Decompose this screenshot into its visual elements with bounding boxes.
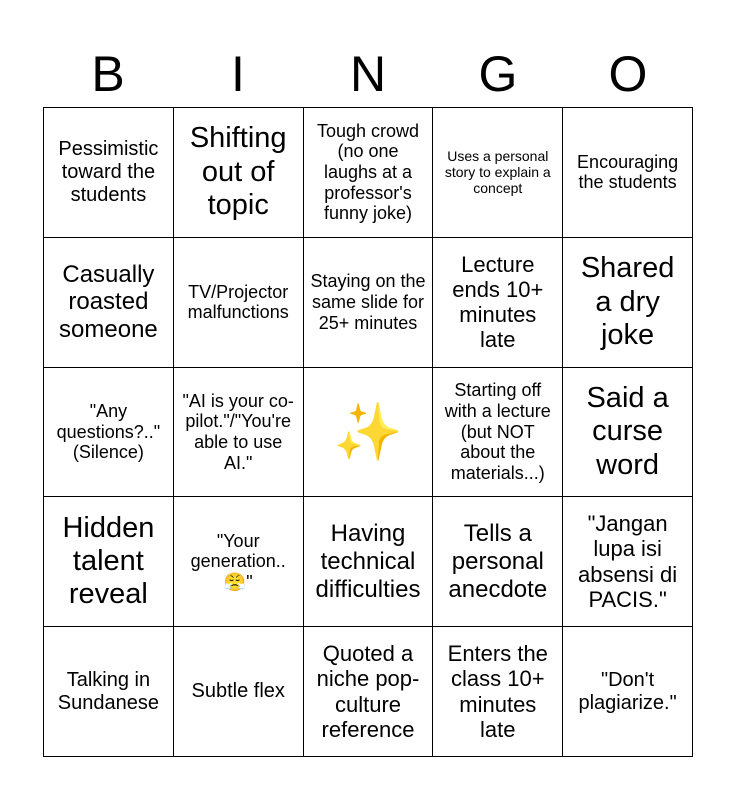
- bingo-cell-r1-c1[interactable]: Pessimistic toward the students: [44, 108, 174, 238]
- free-space-sparkles-icon[interactable]: ✨: [304, 368, 434, 498]
- bingo-cell-r2-c4[interactable]: Lecture ends 10+ minutes late: [433, 238, 563, 368]
- bingo-header: [43, 40, 693, 108]
- bingo-cell-r3-c4[interactable]: Starting off with a lecture (but NOT about the materials...): [433, 368, 563, 498]
- bingo-cell-r3-c5[interactable]: Said a curse word: [563, 368, 693, 498]
- bingo-cell-r3-c2[interactable]: "AI is your co-pilot."/"You're able to use AI.": [174, 368, 304, 498]
- header-letter-n: N: [349, 46, 387, 102]
- bingo-cell-r2-c1[interactable]: Casually roasted someone: [44, 238, 174, 368]
- bingo-cell-r1-c5[interactable]: Encouraging the students: [563, 108, 693, 238]
- bingo-cell-r5-c1[interactable]: Talking in Sundanese: [44, 627, 174, 757]
- bingo-cell-r5-c4[interactable]: Enters the class 10+ minutes late: [433, 627, 563, 757]
- header-letter-i: I: [231, 46, 245, 102]
- header-letter-b: B: [91, 46, 125, 102]
- bingo-cell-r4-c2[interactable]: "Your generation..😤": [174, 497, 304, 627]
- bingo-cell-r5-c3[interactable]: Quoted a niche pop-culture reference: [304, 627, 434, 757]
- bingo-board: [43, 107, 693, 757]
- bingo-cell-r4-c1[interactable]: Hidden talent reveal: [44, 497, 174, 627]
- bingo-cell-r5-c2[interactable]: Subtle flex: [174, 627, 304, 757]
- bingo-cell-r5-c5[interactable]: "Don't plagiarize.": [563, 627, 693, 757]
- bingo-cell-r1-c4[interactable]: Uses a personal story to explain a concept: [433, 108, 563, 238]
- bingo-cell-r2-c5[interactable]: Shared a dry joke: [563, 238, 693, 368]
- bingo-cell-r2-c2[interactable]: TV/Projector malfunctions: [174, 238, 304, 368]
- bingo-cell-r4-c4[interactable]: Tells a personal anecdote: [433, 497, 563, 627]
- bingo-cell-r3-c1[interactable]: "Any questions?.." (Silence): [44, 368, 174, 498]
- bingo-cell-r4-c5[interactable]: "Jangan lupa isi absensi di PACIS.": [563, 497, 693, 627]
- header-letter-o: O: [608, 46, 648, 102]
- bingo-cell-r1-c3[interactable]: Tough crowd (no one laughs at a professor's funny joke): [304, 108, 434, 238]
- bingo-cell-r4-c3[interactable]: Having technical difficulties: [304, 497, 434, 627]
- header-letter-g: G: [478, 46, 518, 102]
- bingo-cell-r1-c2[interactable]: Shifting out of topic: [174, 108, 304, 238]
- bingo-cell-r2-c3[interactable]: Staying on the same slide for 25+ minutes: [304, 238, 434, 368]
